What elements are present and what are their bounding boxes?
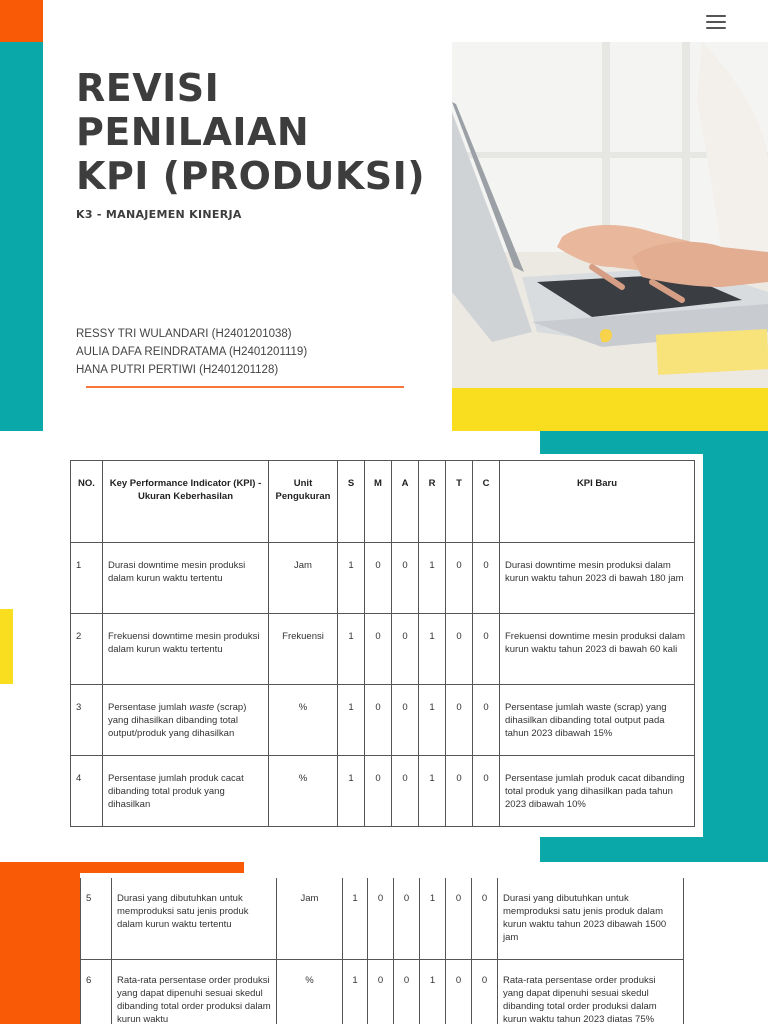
author-1: RESSY TRI WULANDARI (H2401201038) <box>76 328 292 340</box>
author-2: AULIA DAFA REINDRATAMA (H2401201119) <box>76 346 308 358</box>
table-row <box>71 614 695 685</box>
table-row <box>71 756 695 827</box>
table-row <box>71 543 695 614</box>
header-r-label: R <box>428 478 436 489</box>
author-3: HANA PUTRI PERTIWI (H2401201128) <box>76 364 279 376</box>
table-header-row <box>71 461 695 543</box>
cell-s: 1 <box>343 959 368 1024</box>
header-kpi-baru <box>500 461 695 543</box>
header-unit <box>269 461 338 543</box>
header-kpi <box>103 461 269 543</box>
header-a-label: A <box>401 478 409 489</box>
kpi-table <box>70 460 695 827</box>
cell-r: 1 <box>419 543 446 614</box>
kpi-table-card <box>67 454 703 837</box>
cell-c: 0 <box>472 878 498 959</box>
orange-corner-block <box>0 0 43 42</box>
cell-s: 1 <box>338 614 365 685</box>
cell-m: 0 <box>368 959 394 1024</box>
hamburger-menu-icon[interactable] <box>706 15 726 29</box>
header-kpi-label: Key Performance Indicator (KPI) - Ukuran Keberhasilan <box>109 478 262 502</box>
cell-no: 1 <box>71 543 103 614</box>
cell-a: 0 <box>394 959 420 1024</box>
cell-t: 0 <box>446 959 472 1024</box>
cell-kpi-baru: Persentase jumlah waste (scrap) yang dihasilkan dibanding total output pada tahun 2023 dibawah 15% <box>500 685 695 756</box>
cell-no: 5 <box>81 878 112 959</box>
cell-c: 0 <box>473 685 500 756</box>
cell-unit: Jam <box>277 878 343 959</box>
cell-no: 3 <box>71 685 103 756</box>
cell-unit: Jam <box>269 543 338 614</box>
header-c <box>473 461 500 543</box>
header-t <box>446 461 473 543</box>
cell-kpi-baru: Frekuensi downtime mesin produksi dalam kurun waktu tahun 2023 di bawah 60 kali <box>500 614 695 685</box>
orange-divider-line <box>86 386 404 388</box>
table-row <box>81 878 684 959</box>
kpi-text-emphasis: waste <box>189 702 215 713</box>
header-t-label: T <box>456 478 462 489</box>
header-s-label: S <box>347 478 355 489</box>
header-r <box>419 461 446 543</box>
cell-kpi-baru: Rata-rata persentase order produksi yang dapat dipenuhi sesuai skedul dibanding total order produksi dalam kurun waktu tahun 2023 diatas 75% <box>498 959 684 1024</box>
orange-top-strip <box>0 862 244 873</box>
teal-left-bar <box>0 42 43 431</box>
cell-t: 0 <box>446 543 473 614</box>
cell-m: 0 <box>365 756 392 827</box>
cell-kpi: Persentase jumlah produk cacat dibanding total produk yang dihasilkan <box>103 756 269 827</box>
cell-c: 0 <box>473 614 500 685</box>
title-line-2: PENILAIAN <box>76 110 310 154</box>
cell-unit: Frekuensi <box>269 614 338 685</box>
kpi-table-card-2 <box>80 873 700 1024</box>
cell-c: 0 <box>473 543 500 614</box>
header-unit-label: Unit Pengukuran <box>275 478 331 502</box>
cell-unit: % <box>269 756 338 827</box>
cell-t: 0 <box>446 756 473 827</box>
cell-s: 1 <box>343 878 368 959</box>
cell-m: 0 <box>365 543 392 614</box>
header-no <box>71 461 103 543</box>
header-no-label: NO. <box>78 478 95 489</box>
slide-title <box>76 66 436 198</box>
yellow-left-tab <box>0 609 13 684</box>
menu-line <box>706 15 726 17</box>
cell-s: 1 <box>338 543 365 614</box>
slide-subtitle: K3 - MANAJEMEN KINERJA <box>76 208 242 221</box>
cell-no: 6 <box>81 959 112 1024</box>
cell-c: 0 <box>473 756 500 827</box>
cell-kpi-baru: Persentase jumlah produk cacat dibanding total produk yang dihasilkan pada tahun 2023 dibawah 10% <box>500 756 695 827</box>
header-m <box>365 461 392 543</box>
cell-no: 2 <box>71 614 103 685</box>
menu-line <box>706 21 726 23</box>
header-m-label: M <box>374 478 382 489</box>
laptop-photo-illustration <box>452 42 768 388</box>
author-list <box>76 325 307 379</box>
cell-kpi-baru: Durasi downtime mesin produksi dalam kurun waktu tahun 2023 di bawah 180 jam <box>500 543 695 614</box>
cell-r: 1 <box>419 685 446 756</box>
cell-m: 0 <box>365 614 392 685</box>
header-c-label: C <box>482 478 490 489</box>
cell-unit: % <box>277 959 343 1024</box>
cell-s: 1 <box>338 756 365 827</box>
table-row <box>71 685 695 756</box>
orange-left-block <box>0 873 80 1024</box>
cell-r: 1 <box>419 756 446 827</box>
cell-kpi: Rata-rata persentase order produksi yang dapat dipenuhi sesuai skedul dibanding total order produksi dalam kurun waktu <box>112 959 277 1024</box>
cell-c: 0 <box>472 959 498 1024</box>
cell-t: 0 <box>446 614 473 685</box>
cell-r: 1 <box>420 878 446 959</box>
cell-a: 0 <box>392 614 419 685</box>
cell-kpi: Durasi downtime mesin produksi dalam kurun waktu tertentu <box>103 543 269 614</box>
cell-t: 0 <box>446 878 472 959</box>
cell-m: 0 <box>368 878 394 959</box>
header-kpi-baru-label: KPI Baru <box>576 478 618 489</box>
cell-kpi: Durasi yang dibutuhkan untuk memproduksi satu jenis produk dalam kurun waktu tertentu <box>112 878 277 959</box>
kpi-table-2 <box>80 878 684 1024</box>
menu-line <box>706 27 726 29</box>
title-line-1: REVISI <box>76 66 220 110</box>
laptop-typing-photo <box>452 42 768 388</box>
cell-m: 0 <box>365 685 392 756</box>
header-a <box>392 461 419 543</box>
cell-a: 0 <box>392 543 419 614</box>
cell-kpi-baru: Durasi yang dibutuhkan untuk memproduksi satu jenis produk dalam kurun waktu tahun 2023 dibawah 1500 jam <box>498 878 684 959</box>
cell-r: 1 <box>420 959 446 1024</box>
title-line-3: KPI (PRODUKSI) <box>76 154 426 198</box>
header-s <box>338 461 365 543</box>
cell-a: 0 <box>394 878 420 959</box>
cell-kpi <box>103 685 269 756</box>
yellow-photo-band <box>452 388 768 431</box>
cell-t: 0 <box>446 685 473 756</box>
cell-s: 1 <box>338 685 365 756</box>
cell-no: 4 <box>71 756 103 827</box>
cell-unit: % <box>269 685 338 756</box>
kpi-text-pre: Persentase jumlah <box>108 702 190 713</box>
cell-r: 1 <box>419 614 446 685</box>
cell-a: 0 <box>392 756 419 827</box>
table-row <box>81 959 684 1024</box>
cell-a: 0 <box>392 685 419 756</box>
kpi-text-post: (scrap) yang dihasilkan dibanding total output/produk yang dihasilkan <box>108 702 247 739</box>
cell-kpi: Frekuensi downtime mesin produksi dalam kurun waktu tertentu <box>103 614 269 685</box>
